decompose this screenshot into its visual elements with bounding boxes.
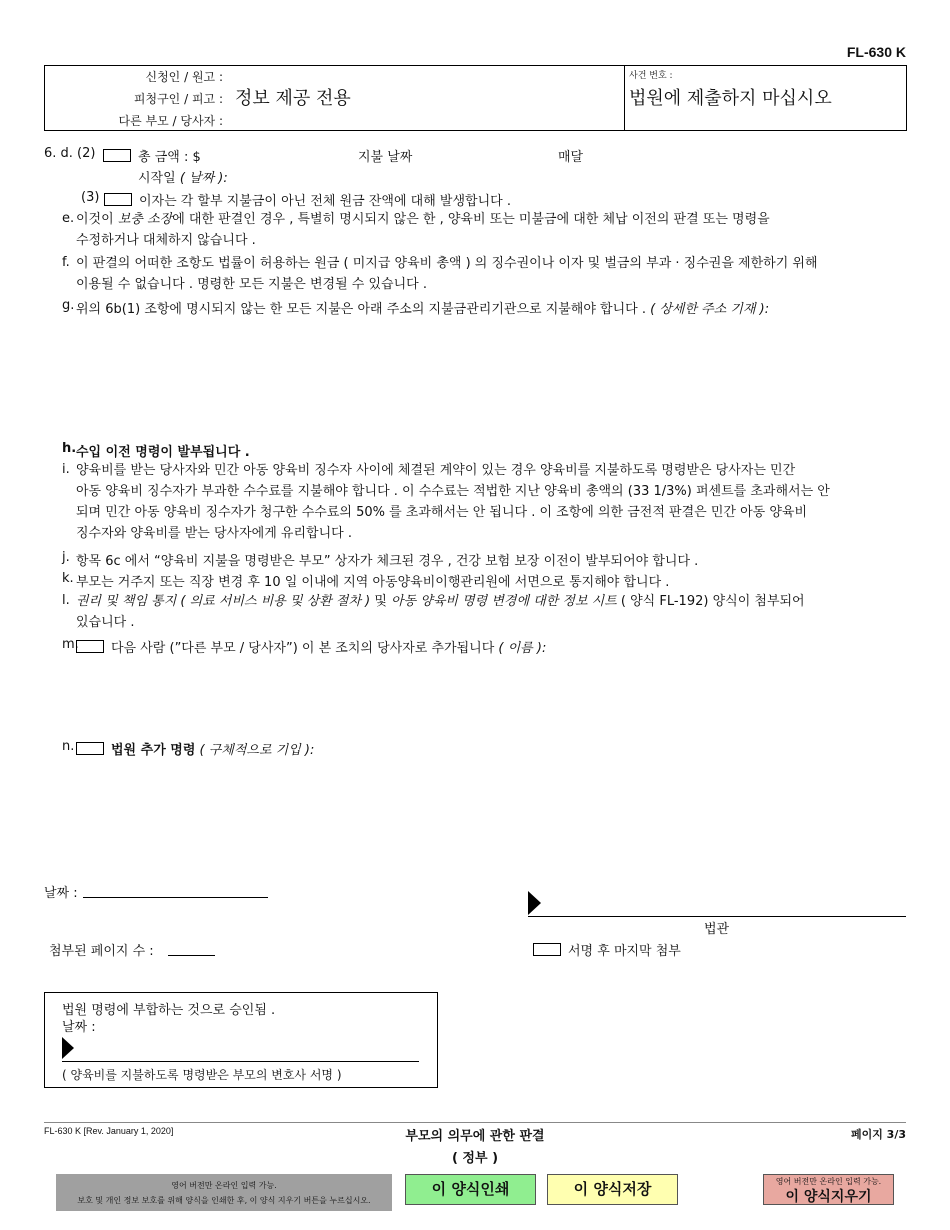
- footer-title: 부모의 의무에 관한 판결: [405, 1129, 545, 1144]
- respondent-label: 피청구인 / 피고 :: [133, 92, 223, 106]
- clear-label: 이 양식지우기: [785, 1189, 872, 1205]
- item-n-text: 법원 추가 명령 ( 구체적으로 기입 ):: [111, 743, 315, 758]
- notice-line-1: 영어 버전만 온라인 입력 가능.: [171, 1181, 277, 1190]
- item-k-label: k.: [62, 571, 74, 586]
- attorney-signature-label: ( 양육비를 지불하도록 명령받은 부모의 변호사 서명 ): [62, 1068, 342, 1082]
- item-i-label: i.: [62, 462, 70, 477]
- form-id: FL-630 K: [846, 44, 906, 60]
- item-d2-prefix: 6. d. (2): [44, 146, 96, 161]
- n-checkbox[interactable]: [76, 742, 104, 755]
- item-h-text: 수입 이전 명령이 발부됩니다 .: [76, 445, 250, 460]
- footer-divider: [44, 1122, 906, 1123]
- sig-last-label: 서명 후 마지막 첨부: [568, 944, 681, 959]
- case-number-label: 사건 번호 :: [629, 71, 673, 81]
- approval-box: [44, 992, 438, 1088]
- sig-last-checkbox[interactable]: [533, 943, 561, 956]
- item-e-text: 이것이 보충 소장에 대한 판결인 경우 , 특별히 명시되지 않은 한 , 양육비 또는 미불금에 대한 체납 이전의 판결 또는 명령을 수정하거나 대체하지 않습니다 .: [76, 212, 770, 248]
- d3-checkbox[interactable]: [104, 193, 132, 206]
- item-k-text: 부모는 거주지 또는 직장 변경 후 10 일 이내에 지역 아동양육비이행관리원에 서면으로 통지해야 합니다 .: [76, 575, 670, 590]
- judge-label: 법관: [704, 922, 730, 937]
- item-h-label: h.: [62, 441, 77, 456]
- other-party-label: 다른 부모 / 당사자 :: [118, 114, 223, 128]
- d3-label: (3): [81, 190, 100, 205]
- item-i-text: 양육비를 받는 당사자와 민간 아동 양육비 징수자 사이에 체결된 계약이 있는 경우 양육비를 지불하도록 명령받은 당사자는 민간 아동 양육비 징수자가 부과한 수수료를 지불해야 합니다 . 이 수수료는 적법한 지난 양육비 총액의 (33 1/3%) 퍼센트를 초과해서는 안 되며 민간 아동 양육비 징수자가 청구한 수수료의 50% 를 초과해서는 안 됩니다 . 이 조항에 의한 금전적 판결은 민간 아동 양육비 징수자와 양육비를 받는 당사자에게 유리합니다 .: [76, 463, 830, 541]
- d2-paydate-label: 지불 날짜: [358, 150, 413, 165]
- revision-label: FL-630 K [Rev. January 1, 2020]: [44, 1126, 174, 1136]
- approved-date-label: 날짜 :: [62, 1020, 96, 1035]
- caption-box: [44, 65, 907, 131]
- d2-checkbox[interactable]: [103, 149, 131, 162]
- judge-sign-arrow: [528, 891, 541, 915]
- item-g-label: g.: [62, 298, 75, 313]
- m-checkbox[interactable]: [76, 640, 104, 653]
- clear-form-button[interactable]: [763, 1174, 894, 1205]
- date-line[interactable]: [83, 897, 268, 898]
- item-e-label: e.: [62, 211, 75, 226]
- item-f-text: 이 판결의 어떠한 조항도 법률이 허용하는 원금 ( 미지급 양육비 총액 ) 의 징수권이나 이자 및 벌금의 부과 · 징수권을 제한하기 위해 이용될 수 없습니다 . 명령한 모든 지불은 변경될 수 있습니다 .: [76, 256, 818, 292]
- item-n-label: n.: [62, 739, 75, 754]
- attorney-sign-arrow: [62, 1037, 74, 1059]
- caption-divider: [624, 66, 625, 130]
- item-f-label: f.: [62, 255, 70, 270]
- d2-start-label: 시작일 ( 날짜 ):: [138, 171, 228, 186]
- item-m-text: 다음 사람 (”다른 부모 / 당사자”) 이 본 조치의 당사자로 추가됩니다 ( 이름 ):: [111, 641, 547, 656]
- clear-note: 영어 버전만 온라인 입력 가능.: [775, 1177, 882, 1186]
- item-l-label: l.: [62, 593, 70, 608]
- approved-text: 법원 명령에 부합하는 것으로 승인됨 .: [62, 1003, 276, 1018]
- attached-pages-line[interactable]: [168, 955, 215, 956]
- item-m-label: m.: [62, 637, 79, 652]
- petitioner-label: 신청인 / 원고 :: [145, 70, 223, 84]
- footer-subtitle: ( 정부 ): [451, 1151, 499, 1166]
- print-form-button[interactable]: 이 양식인쇄: [405, 1174, 536, 1205]
- notice-line-2: 보호 및 개인 정보 보호를 위해 양식을 인쇄한 후, 이 양식 지우기 버튼을 누르십시오.: [77, 1196, 371, 1205]
- date-label: 날짜 :: [44, 886, 78, 901]
- attorney-signature-line[interactable]: [62, 1061, 419, 1062]
- save-form-button[interactable]: 이 양식저장: [547, 1174, 678, 1205]
- d2-monthly-label: 매달: [558, 150, 584, 165]
- item-l-text: 권리 및 책임 통지 ( 의료 서비스 비용 및 상환 절차 ) 및 아동 양육비 명령 변경에 대한 정보 시트 ( 양식 FL-192) 양식이 첨부되어 있습니다 .: [76, 594, 805, 630]
- case-number-value: 법원에 제출하지 마십시오: [629, 88, 832, 109]
- d2-total-label: 총 금액 : $: [138, 150, 201, 165]
- item-g-text: 위의 6b(1) 조항에 명시되지 않는 한 모든 지불은 아래 주소의 지불금관리기관으로 지불해야 합니다 . ( 상세한 주소 기재 ):: [76, 302, 770, 317]
- notice-panel: [56, 1174, 392, 1211]
- item-j-text: 항목 6c 에서 “양육비 지불을 명령받은 부모” 상자가 체크된 경우 , 건강 보험 보장 이전이 발부되어야 합니다 .: [76, 554, 699, 569]
- judge-signature-line[interactable]: [528, 916, 906, 917]
- attached-pages-label: 첨부된 페이지 수 :: [49, 944, 154, 959]
- item-j-label: j.: [62, 550, 70, 565]
- respondent-value: 정보 제공 전용: [235, 88, 351, 109]
- page-number: 페이지 3/3: [850, 1128, 906, 1141]
- d3-text: 이자는 각 할부 지불금이 아닌 전체 원금 잔액에 대해 발생합니다 .: [139, 194, 511, 209]
